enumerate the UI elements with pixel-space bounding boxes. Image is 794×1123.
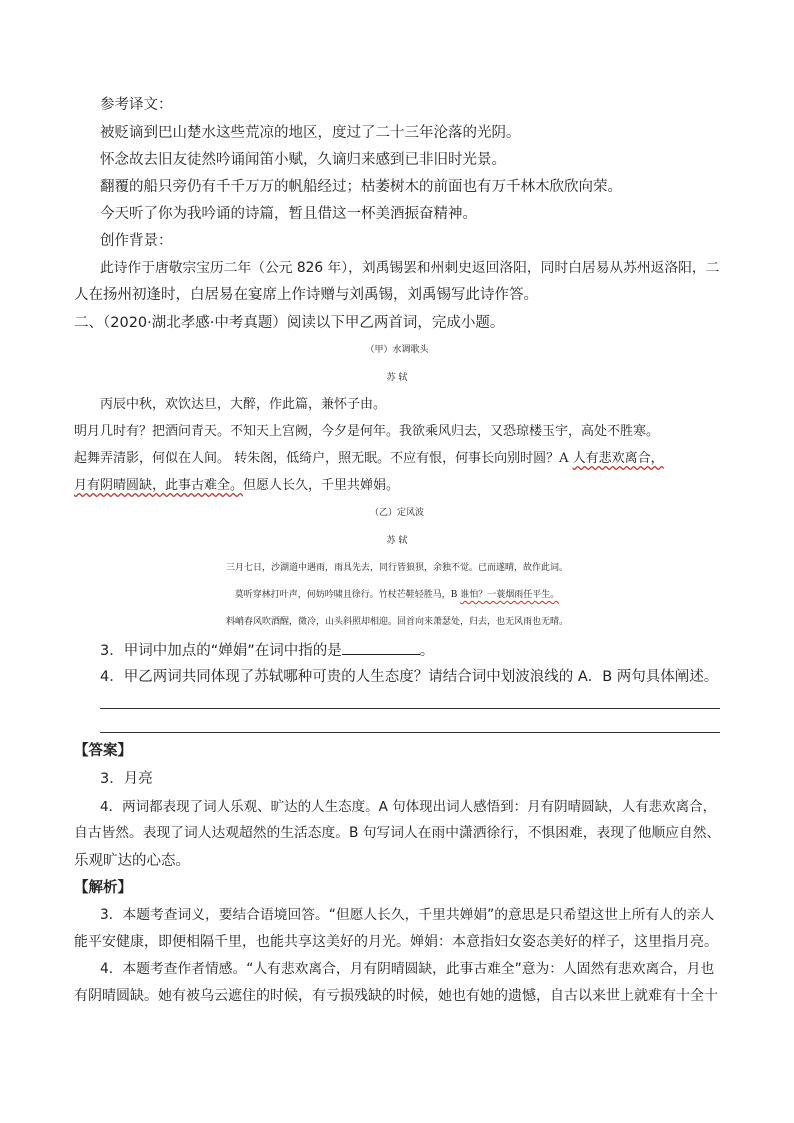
poem-b-line-1 [0,585,794,605]
poem-a-author: 苏 轼 [386,373,408,383]
poem-b-wavy-b: 谁怕？一蓑烟雨任平生。 [460,590,560,600]
analysis-3-line-1: 3．本题考查词义，要结合语境回答。“但愿人长久，千里共婵娟”的意思是只希望这世上所有人的亲人 [100,907,715,923]
poem-a-title: （甲）水调歌头 [365,345,429,355]
reference-line-3: 翻覆的船只旁仍有千千万万的帆船经过；枯萎树木的前面也有万千林木欣欣向荣。 [100,179,622,195]
poem-a-line-2 [74,449,664,469]
question-intro: 二、（2020·湖北孝感·中考真题）阅读以下甲乙两首词，完成小题。 [74,315,505,331]
answer-line-2 [100,732,720,733]
question-3-blank [342,640,420,655]
reference-label: 参考译文： [100,97,173,113]
poem-a-line-3 [74,476,399,496]
background-line-2: 人在扬州初逢时，白居易在宴席上作诗赠与刘禹锡，刘禹锡写此诗作答。 [74,287,538,303]
analysis-4-line-1: 4．本题考查作者情感。“人有悲欢离合，月有阴晴圆缺，此事古难全”意为：人固然有悲欢离合，月也 [100,961,715,977]
poem-a-line-1: 明月几时有？把酒问青天。不知天上宫阙，今夕是何年。我欲乘风归去，又恐琼楼玉宇，高处不胜寒。 [74,424,660,439]
answer-4-line-1: 4．两词都表现了词人乐观、旷达的人生态度。A 句体现出词人感悟到：月有阴晴圆缺，人有悲欢离合， [100,799,717,815]
question-3 [100,640,434,661]
background-line-1: 此诗作于唐敬宗宝历二年（公元 826 年），刘禹锡罢和州刺史返回洛阳，同时白居易从苏州返洛阳，二 [100,260,720,276]
answer-3: 3．月亮 [100,771,153,787]
reference-line-2: 怀念故去旧友徒然吟诵闻笛小赋，久谪归来感到已非旧时光景。 [100,152,506,168]
answer-4-line-2: 自古皆然。表现了词人达观超然的生活态度。B 句写词人在雨中潇洒徐行，不惧困难，表现了他顺应自然、 [74,825,721,841]
poem-a-line-2-text: 起舞弄清影，何似在人间。 转朱阁，低绮户，照无眠。不应有恨，何事长向别时圆？A [74,451,573,466]
poem-b-line-1-text: 莫听穿林打叶声，何妨吟啸且徐行。竹杖芒鞋轻胜马，B [234,590,461,600]
poem-a-wavy-a-part2: 月有阴晴圆缺，此事古难全。 [74,478,244,493]
answer-line-1 [100,708,720,709]
question-4: 4．甲乙两词共同体现了苏轼哪种可贵的人生态度？请结合词中划波浪线的 A．B 两句具体阐述。 [100,669,719,685]
reference-line-4: 今天听了你为我吟诵的诗篇，暂且借这一杯美酒振奋精神。 [100,206,477,222]
reference-line-1: 被贬谪到巴山楚水这些荒凉的地区，度过了二十三年沦落的光阴。 [100,125,521,141]
poem-b-line-2: 料峭春风吹酒醒，微冷，山头斜照却相迎。回首向来萧瑟处，归去，也无风雨也无晴。 [225,617,568,627]
answer-label: 【答案】 [74,743,132,759]
poem-b-author: 苏 轼 [386,536,408,546]
poem-a-line-3-text: 但愿人长久，千里共婵娟。 [243,478,400,493]
poem-b-title: （乙）定风波 [369,508,424,518]
poem-b-preface: 三月七日，沙湖道中遇雨，雨具先去，同行皆狼狈，余独不觉。已而遂晴，故作此词。 [225,563,568,573]
question-3-text: 3．甲词中加点的“婵娟”在词中指的是 [100,643,342,659]
poem-a-wavy-a-part1: 人有悲欢离合， [572,451,664,466]
background-label: 创作背景： [100,233,173,249]
analysis-label: 【解析】 [74,880,132,896]
question-3-end: 。 [419,643,435,659]
analysis-4-line-2: 有阴晴圆缺。她有被乌云遮住的时候，有亏损残缺的时候，她也有她的遗憾，自古以来世上就难有十全十 [74,988,718,1004]
analysis-3-line-2: 能平安健康，即便相隔千里，也能共享这美好的月光。婵娟：本意指妇女姿态美好的样子，这里指月亮。 [74,934,718,950]
poem-a-preface: 丙辰中秋，欢饮达旦，大醉，作此篇，兼怀子由。 [100,397,387,412]
answer-4-line-3: 乐观旷达的心态。 [74,853,190,869]
